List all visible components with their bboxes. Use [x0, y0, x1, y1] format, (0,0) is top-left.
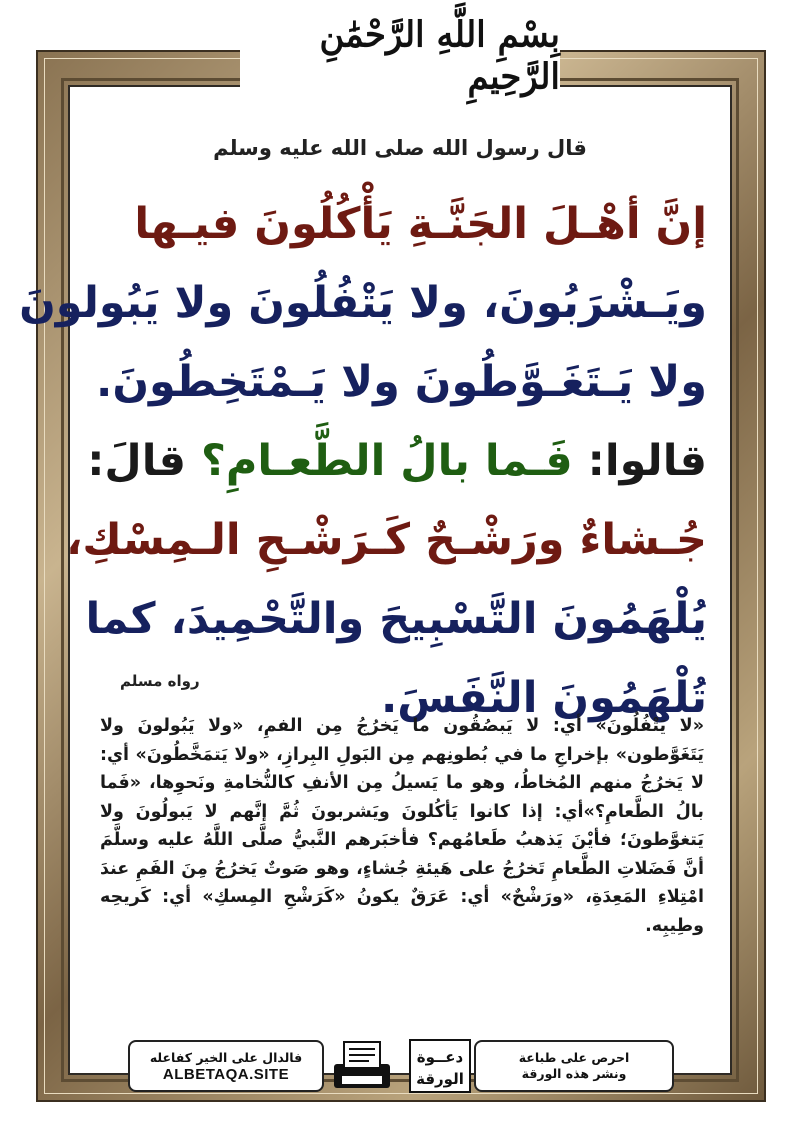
basmala-calligraphy: بِسْمِ اللَّهِ الرَّحْمَٰنِ الرَّحِيمِ [319, 14, 560, 98]
hadith-segment: ويَـشْرَبُونَ، ولا يَتْفُلُونَ ولا يَبُولونَ [19, 278, 707, 328]
hadith-segment: فَـما بالُ الطَّعـامِ؟ [200, 436, 573, 486]
logo-text-bottom: الورقة [416, 1070, 464, 1088]
hadith-segment: يُلْهَمُونَ التَّسْبِيحَ والتَّحْمِيدَ، كما [85, 594, 707, 644]
hadith-text [19, 185, 707, 738]
hadith-segment: جُـشاءٌ ورَشْـحٌ كَـرَشْـحِ الـمِسْكِ، [66, 515, 707, 565]
basmala-header [240, 0, 560, 112]
hadith-line [87, 422, 707, 501]
hadith-segment: قالَ: [87, 436, 201, 486]
hadith-segment: تُلْهَمُونَ النَّفَسَ. [380, 673, 707, 723]
hadith-line [66, 501, 707, 580]
hadith-explanation: «لا يَتْفُلُونَ» أي: لا يَبصُقُون ما يَخرُجُ مِن الفمِ، «ولا يَبُولونَ ولا يَتَغَوَّطون» بإخراجِ ما في بُطونِهم مِن البَولِ البِرازِ، «ولا يَتمَخَّطُونَ» أي: لا يَخرُجُ منهم المُخاطُ، وهو ما يَسيلُ مِن الأنفِ كالنُّخامةِ ونَحوِها، «فَما بالُ الطَّعامِ؟»أي: إذا كانوا يَأكُلونَ ويَشربونَ ثُمَّ إنَّهم لا يَبولُونَ ولا يَتغوَّطونَ؛ فأيْنَ يَذهبُ طَعامُهم؟ فأخبَرهم النَّبيُّ صلَّى اللَّهُ عليه وسلَّمَ أنَّ فَضَلاتِ الطَّعامِ تَخرُجُ على هَيئةِ جُشاءٍ، وهو صَوتٌ يَخرُجُ مِنَ الفَمِ عندَ امْتِلاءِ المَعِدَةِ، «ورَشْحٌ» أي: عَرَقٌ يكونُ «كَرَشْحِ المِسكِ» أي: كَريحِه وطِيبِه. [100, 716, 704, 936]
hadith-line [85, 580, 707, 659]
footer-right-line2: ونشر هذه الورقة [521, 1066, 627, 1081]
site-url[interactable]: ALBETAQA.SITE [162, 1065, 290, 1083]
hadith-line [95, 343, 707, 422]
footer-right-line1: احرص على طباعة [518, 1050, 630, 1065]
hadith-segment: إنَّ أهْـلَ الجَنَّـةِ يَأْكُلُونَ فيـها [134, 199, 707, 249]
hadith-line [95, 185, 707, 264]
footer-print-box [474, 1040, 674, 1092]
hadith-segment: قالوا: [572, 436, 707, 486]
hadith-line [19, 264, 707, 343]
narrator-attribution: رواه مسلم [120, 672, 200, 690]
dawah-logo [410, 1040, 470, 1092]
footer [128, 1040, 674, 1094]
printer-icon [334, 1042, 390, 1088]
footer-left-label: فالدال على الخير كفاعله [149, 1049, 303, 1065]
footer-logo-strip [326, 1036, 476, 1096]
logo-text-top: دعــوة [416, 1048, 464, 1066]
hadith-intro: قال رسول الله صلى الله عليه وسلم [213, 136, 587, 160]
footer-site-box [128, 1040, 324, 1092]
hadith-segment: ولا يَـتَغَـوَّطُونَ ولا يَـمْتَخِطُونَ. [96, 357, 707, 407]
